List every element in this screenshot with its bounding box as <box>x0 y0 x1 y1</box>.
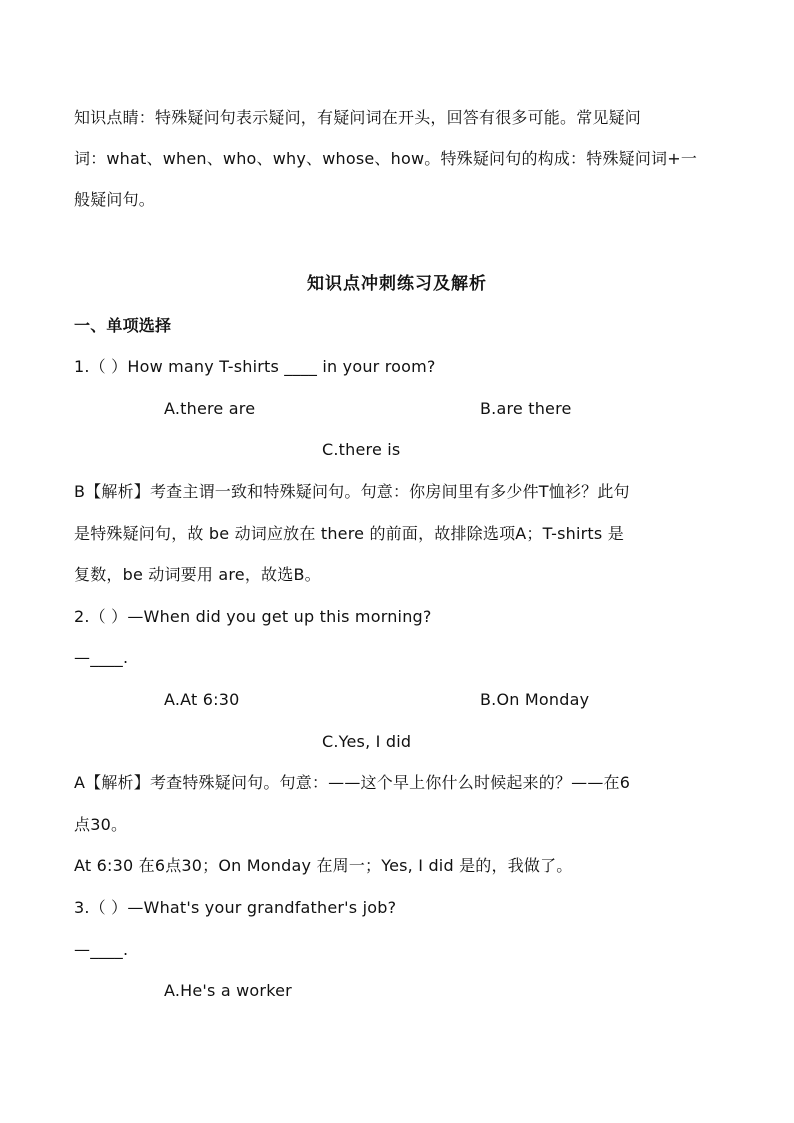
question-2-analysis-line-3: At 6:30 在6点30；On Monday 在周一；Yes, I did 是的，我做了。 <box>74 856 573 875</box>
question-1-option-a: A.there are <box>164 399 256 418</box>
question-2-stem: 2.（ ）—When did you get up this morning? <box>74 607 432 626</box>
question-1-option-b: B.are there <box>480 399 572 418</box>
question-2-analysis-line-1: A【解析】考查特殊疑问句。句意：——这个早上你什么时候起来的？——在6 <box>74 773 631 792</box>
question-1-analysis-line-2: 是特殊疑问句，故 be 动词应放在 there 的前面，故排除选项A；T-shirts 是 <box>74 524 624 543</box>
question-3-answer-line: —____. <box>74 940 129 959</box>
question-3-option-a: A.He's a worker <box>164 981 292 1000</box>
question-1-analysis-line-3: 复数，be 动词要用 are，故选B。 <box>74 565 321 584</box>
question-2-option-a: A.At 6:30 <box>164 690 240 709</box>
question-2-option-b: B.On Monday <box>480 690 590 709</box>
question-1-option-c: C.there is <box>322 440 401 459</box>
question-2-answer-line: —____. <box>74 648 129 667</box>
question-1-stem: 1.（ ）How many T-shirts ____ in your room? <box>74 357 436 376</box>
question-1-analysis-line-1: B【解析】考查主谓一致和特殊疑问句。句意：你房间里有多少件T恤衫？此句 <box>74 482 630 501</box>
intro-line-2: 词：what、when、who、why、whose、how。特殊疑问句的构成：特殊疑问词+一 <box>74 149 698 168</box>
part-heading: 一、单项选择 <box>74 316 172 335</box>
intro-line-3: 般疑问句。 <box>74 190 156 209</box>
intro-line-1: 知识点睛：特殊疑问句表示疑问，有疑问词在开头，回答有很多可能。常见疑问 <box>74 108 642 127</box>
section-title: 知识点冲刺练习及解析 <box>307 274 487 294</box>
question-2-analysis-line-2: 点30。 <box>74 815 128 834</box>
question-3-stem: 3.（ ）—What's your grandfather's job? <box>74 898 397 917</box>
question-2-option-c: C.Yes, I did <box>322 732 412 751</box>
